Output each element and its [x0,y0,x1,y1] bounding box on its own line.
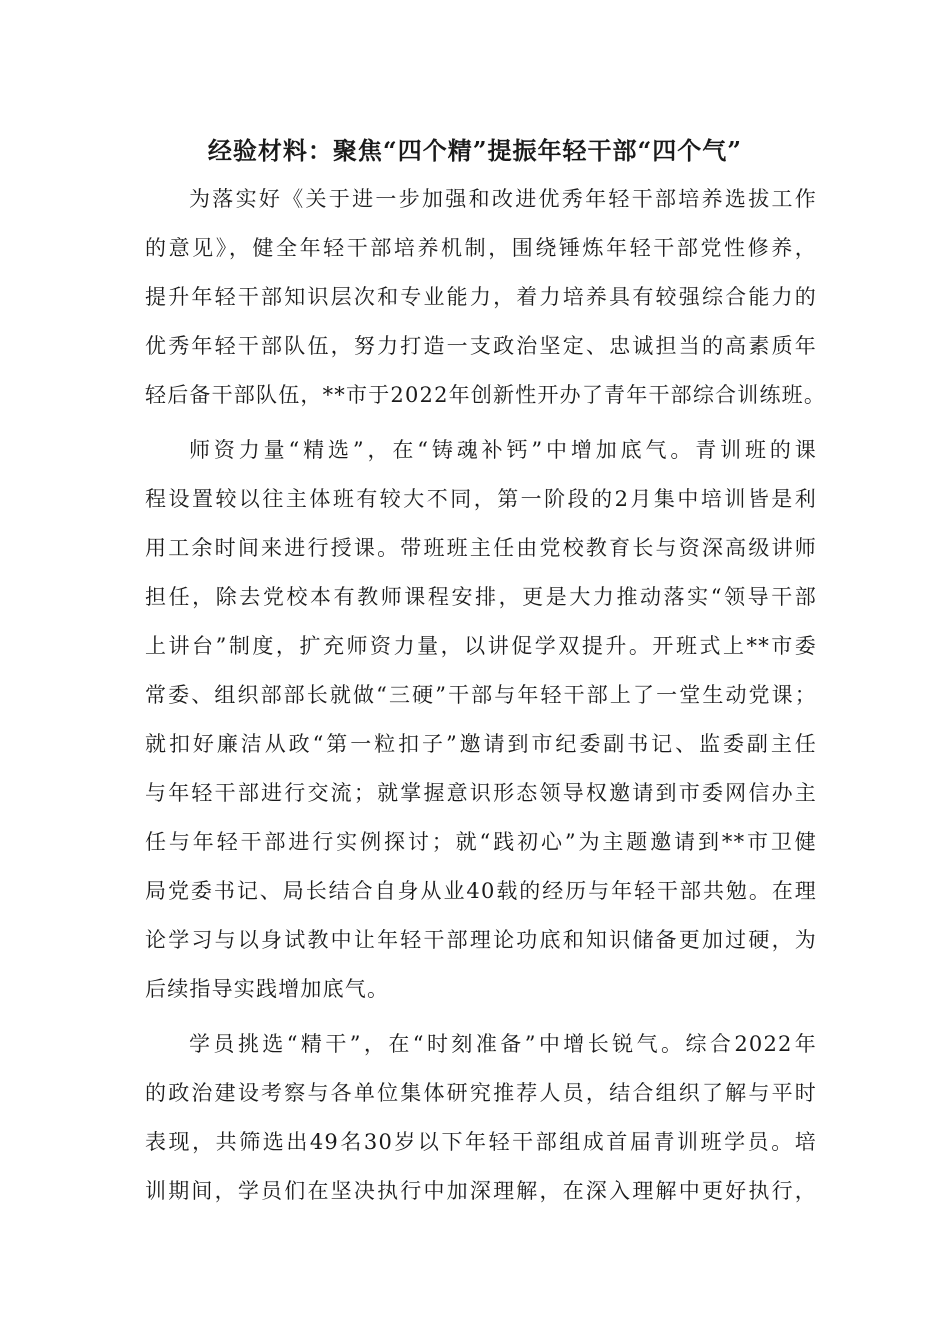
text-line: 的意见》，健全年轻干部培养机制，围绕锤炼年轻干部党性修养， [145,236,817,260]
text-line: 训期间，学员们在坚决执行中加深理解，在深入理解中更好执行， [145,1179,817,1203]
text-line: 学员挑选“精干”，在“时刻准备”中增长锐气。综合2022年 [189,1032,817,1056]
text-line: 担任，除去党校本有教师课程安排，更是大力推动落实“领导干部 [145,585,817,609]
paragraph-teachers [145,426,817,1014]
text-line: 的政治建设考察与各单位集体研究推荐人员，结合组织了解与平时 [145,1081,817,1105]
text-line: 后续指导实践增加底气。 [145,977,390,1001]
text-line: 常委、组织部部长就做“三硬”干部与年轻干部上了一堂生动党课； [145,683,817,707]
text-line: 局党委书记、局长结合自身从业40载的经历与年轻干部共勉。在理 [145,879,817,903]
text-line: 与年轻干部进行交流；就掌握意识形态领导权邀请到市委网信办主 [145,781,817,805]
text-line: 提升年轻干部知识层次和专业能力，着力培养具有较强综合能力的 [145,285,817,309]
text-line: 就扣好廉洁从政“第一粒扣子”邀请到市纪委副书记、监委副主任 [145,732,817,756]
text-line: 任与年轻干部进行实例探讨；就“践初心”为主题邀请到**市卫健 [145,830,817,854]
paragraph-intro [145,175,827,420]
document-title: 经验材料：聚焦“四个精”提振年轻干部“四个气” [207,136,743,165]
text-line: 表现，共筛选出49名30岁以下年轻干部组成首届青训班学员。培 [145,1130,817,1154]
text-line: 为落实好《关于进一步加强和改进优秀年轻干部培养选拔工作 [189,187,817,211]
text-line: 用工余时间来进行授课。带班班主任由党校教育长与资深高级讲师 [145,536,817,560]
text-line: 程设置较以往主体班有较大不同，第一阶段的2月集中培训皆是利 [145,487,817,511]
text-line: 师资力量“精选”，在“铸魂补钙”中增加底气。青训班的课 [189,438,817,462]
paragraph-students [145,1020,817,1216]
text-line: 论学习与以身试教中让年轻干部理论功底和知识储备更加过硬，为 [145,928,817,952]
text-line: 优秀年轻干部队伍，努力打造一支政治坚定、忠诚担当的高素质年 [145,334,817,358]
text-line: 上讲台”制度，扩充师资力量，以讲促学双提升。开班式上**市委 [145,634,817,658]
text-line: 轻后备干部队伍，**市于2022年创新性开办了青年干部综合训练班。 [145,383,827,407]
document-body [145,175,827,1222]
